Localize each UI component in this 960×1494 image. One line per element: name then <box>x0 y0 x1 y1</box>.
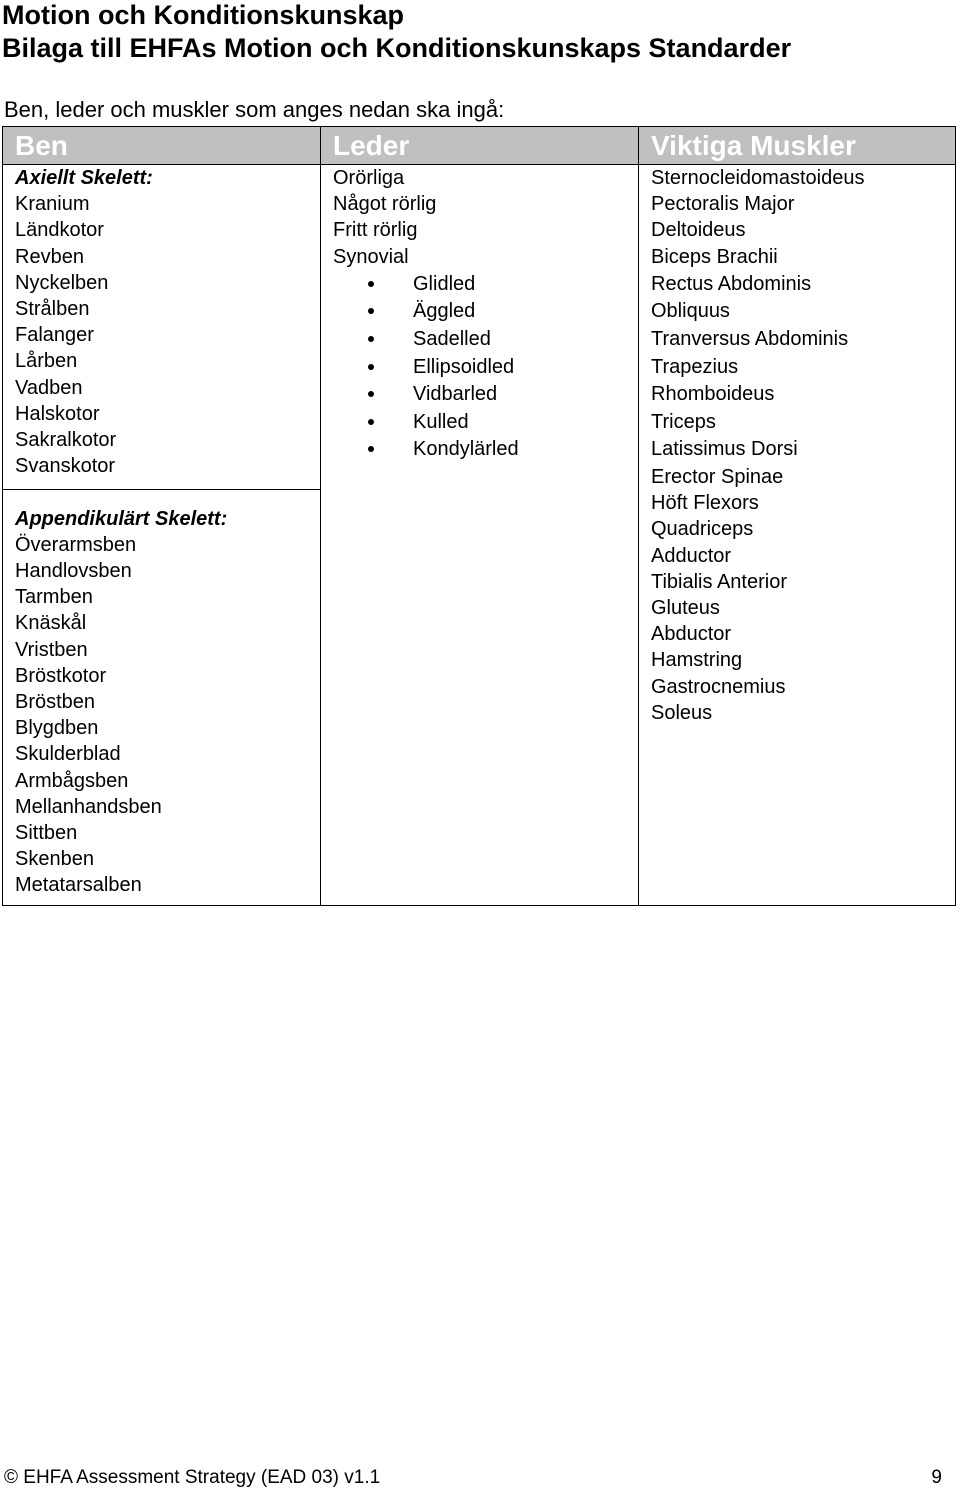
bone-item: Blygdben <box>15 717 99 740</box>
header-leder: Leder <box>333 130 410 161</box>
section-label: Axiellt Skelett: <box>15 167 153 189</box>
bullet-icon <box>368 391 374 397</box>
bone-item: Nyckelben <box>15 271 109 294</box>
muscle-item: Tranversus Abdominis <box>651 328 849 350</box>
muscle-item: Trapezius <box>651 355 739 378</box>
intro-text: Ben, leder och muskler som anges nedan ska ingå: <box>4 97 505 122</box>
muscle-item: Gastrocnemius <box>651 675 786 698</box>
muscle-item: Rectus Abdominis <box>651 272 812 295</box>
bone-item: Falanger <box>15 324 94 347</box>
synovial-joint-item: Kulled <box>413 410 469 433</box>
muscle-item: Latissimus Dorsi <box>651 438 798 461</box>
column-divider <box>320 127 321 905</box>
muscle-item: Höft Flexors <box>651 492 759 515</box>
bone-item: Strålben <box>15 298 90 320</box>
bullet-icon <box>368 419 374 425</box>
bone-item: Sittben <box>15 822 78 844</box>
joint-type: Orörliga <box>333 167 405 189</box>
bullet-icon <box>368 446 374 452</box>
bone-item: Sakralkotor <box>15 429 117 451</box>
bone-item: Lårben <box>15 350 78 373</box>
document-title: Motion och Konditionskunskap <box>2 0 404 30</box>
muscle-item: Gluteus <box>651 597 720 619</box>
bone-item: Svanskotor <box>15 455 116 478</box>
column-divider <box>638 127 639 905</box>
bone-item: Tarmben <box>15 586 93 609</box>
bone-item: Halskotor <box>15 402 100 425</box>
bone-item: Skenben <box>15 848 94 871</box>
page-number: 9 <box>931 1467 942 1488</box>
table-header-row <box>3 127 955 165</box>
row-divider <box>3 489 320 490</box>
header-ben: Ben <box>15 130 68 161</box>
bone-item: Bröstkotor <box>15 664 107 687</box>
bullet-icon <box>368 336 374 342</box>
synovial-joint-item: Äggled <box>413 300 476 323</box>
muscle-item: Biceps Brachii <box>651 245 778 268</box>
muscle-item: Hamstring <box>651 649 743 672</box>
bone-item: Ländkotor <box>15 219 104 242</box>
muscle-item: Soleus <box>651 701 713 724</box>
synovial-joint-item: Ellipsoidled <box>413 355 515 378</box>
synovial-joint-item: Glidled <box>413 272 476 295</box>
synovial-joint-item: Vidbarled <box>413 383 498 406</box>
bone-item: Kranium <box>15 193 90 216</box>
bone-item: Mellanhandsben <box>15 795 162 818</box>
muscle-item: Rhomboideus <box>651 383 775 406</box>
synovial-joint-item: Sadelled <box>413 328 491 350</box>
joint-type: Något rörlig <box>333 193 437 216</box>
bone-item: Överarmsben <box>15 533 137 556</box>
bullet-icon <box>368 308 374 314</box>
bone-item: Metatarsalben <box>15 874 142 897</box>
header-viktiga-muskler: Viktiga Muskler <box>651 130 856 161</box>
bone-item: Knäskål <box>15 612 87 635</box>
joint-type: Synovial <box>333 245 409 268</box>
bone-item: Vristben <box>15 638 88 661</box>
bone-item: Skulderblad <box>15 743 121 766</box>
section-label: Appendikulärt Skelett: <box>15 507 228 530</box>
joint-type: Fritt rörlig <box>333 219 418 242</box>
bone-item: Revben <box>15 245 84 268</box>
muscle-item: Sternocleidomastoideus <box>651 167 865 189</box>
bullet-icon <box>368 364 374 370</box>
muscle-item: Deltoideus <box>651 219 746 242</box>
muscle-item: Tibialis Anterior <box>651 570 787 593</box>
muscle-item: Abductor <box>651 623 732 646</box>
muscle-item: Obliquus <box>651 300 730 323</box>
muscle-item: Quadriceps <box>651 518 754 541</box>
bone-item: Handlovsben <box>15 560 132 582</box>
muscle-item: Triceps <box>651 410 716 433</box>
muscle-item: Pectoralis Major <box>651 193 795 216</box>
anatomy-table <box>2 126 956 906</box>
footer-copyright: © EHFA Assessment Strategy (EAD 03) v1.1 <box>4 1467 381 1488</box>
bone-item: Bröstben <box>15 691 96 713</box>
synovial-joint-item: Kondylärled <box>413 438 519 461</box>
bone-item: Armbågsben <box>15 769 129 792</box>
muscle-item: Erector Spinae <box>651 466 784 488</box>
muscle-item: Adductor <box>651 544 732 567</box>
document-subtitle: Bilaga till EHFAs Motion och Konditionskunskaps Standarder <box>2 33 792 63</box>
bullet-icon <box>368 281 374 287</box>
bone-item: Vadben <box>15 376 83 399</box>
